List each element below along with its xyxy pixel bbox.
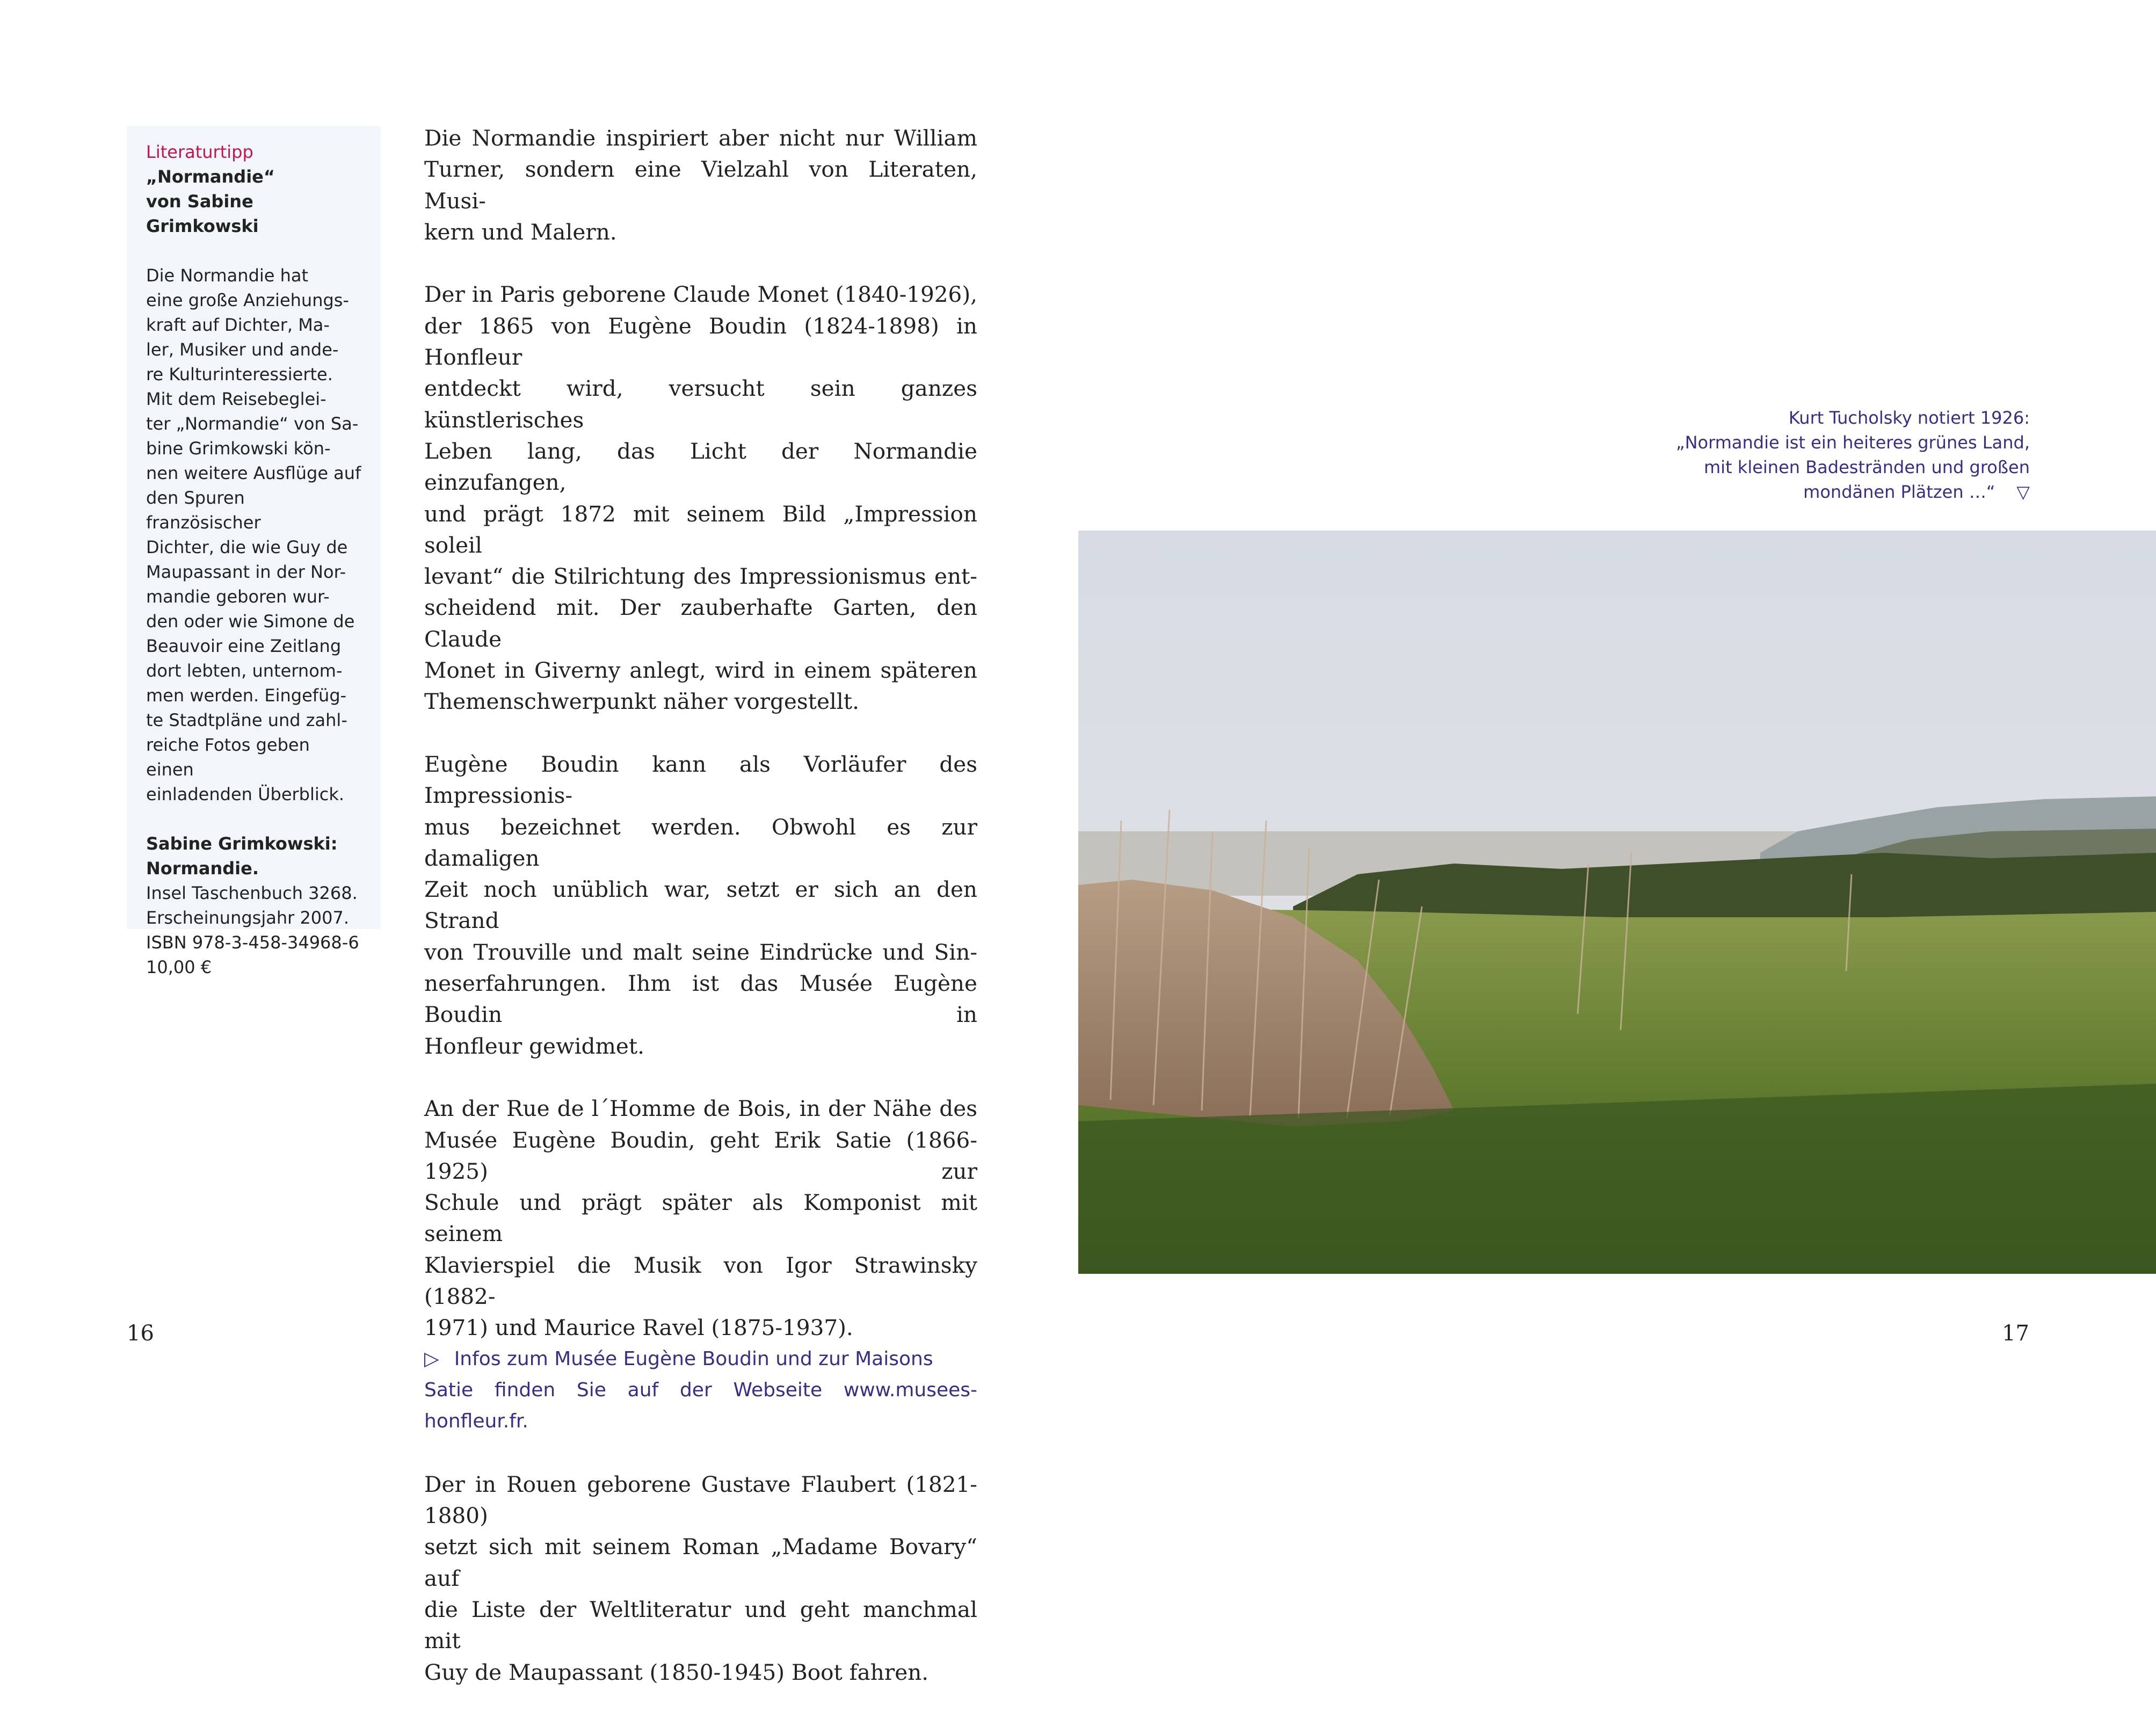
reference-title: Normandie.: [146, 858, 259, 879]
text-line: Zeit noch unüblich war, setzt er sich an den Strand: [424, 876, 977, 934]
page-number-right: 17: [2002, 1321, 2029, 1346]
book-author: von Sabine Grimkowski: [146, 191, 259, 236]
description-line: Mit dem Reisebeglei-: [146, 389, 326, 409]
description-line: dort lebten, unternom-: [146, 661, 343, 681]
description-line: ter „Normandie“ von Sa-: [146, 414, 359, 434]
text-line: Eugène Boudin kann als Vorläufer des Impressionis-: [424, 751, 977, 809]
description-line: nen weitere Ausflüge auf: [146, 463, 361, 483]
text-line: und prägt 1872 mit seinem Bild „Impression soleil: [424, 501, 977, 558]
description-line: eine große Anziehungs-: [146, 290, 349, 310]
description-line: men werden. Eingefüg-: [146, 685, 347, 706]
text-line: Themenschwerpunkt näher vorgestellt.: [424, 688, 859, 715]
text-line: Leben lang, das Licht der Normandie einzufangen,: [424, 438, 977, 496]
book-description: [146, 263, 362, 807]
text-line: mus bezeichnet werden. Obwohl es zur damaligen: [424, 814, 977, 871]
text-line: von Trouville und malt seine Eindrücke und Sin-: [424, 939, 977, 965]
quote-line: [1622, 480, 2030, 504]
page-number-left: 16: [127, 1321, 154, 1346]
reference-line: Insel Taschenbuch 3268.: [146, 883, 358, 903]
quote-line: Kurt Tucholsky notiert 1926:: [1788, 408, 2030, 428]
description-line: Die Normandie hat: [146, 265, 309, 286]
description-line: den oder wie Simone de: [146, 611, 355, 632]
info-line: [424, 1344, 977, 1375]
info-note: [424, 1344, 977, 1438]
triangle-down-icon: ▽: [2016, 482, 2030, 502]
description-line: Dichter, die wie Guy de: [146, 537, 348, 557]
description-line: mandie geboren wur-: [146, 586, 330, 607]
paragraph-monet: [424, 279, 977, 717]
description-line: den Spuren französischer: [146, 488, 261, 533]
paragraph-satie: [424, 1093, 977, 1343]
tucholsky-quote: [1622, 405, 2030, 504]
paragraph-flaubert: [424, 1469, 977, 1688]
description-line: kraft auf Dichter, Ma-: [146, 315, 330, 335]
quote-line: „Normandie ist ein heiteres grünes Land,: [1676, 432, 2030, 453]
text-line: neserfahrungen. Ihm ist das Musée Eugène Boudin in: [424, 970, 977, 1028]
text-line: Die Normandie inspiriert aber nicht nur William: [424, 125, 977, 151]
text-line: setzt sich mit seinem Roman „Madame Bovary“ auf: [424, 1534, 977, 1591]
reference-line: Erscheinungsjahr 2007.: [146, 908, 350, 928]
quote-text: mondänen Plätzen …“: [1803, 482, 1995, 502]
description-line: reiche Fotos geben einen: [146, 735, 310, 780]
description-line: te Stadtpläne und zahl-: [146, 710, 347, 730]
text-line: Schule und prägt später als Komponist mit seinem: [424, 1189, 977, 1247]
description-line: Maupassant in der Nor-: [146, 562, 346, 582]
text-line: Der in Rouen geborene Gustave Flaubert (1821-1880): [424, 1471, 977, 1529]
body-text-column: [424, 122, 977, 1719]
text-line: der 1865 von Eugène Boudin (1824-1898) in Honfleur: [424, 313, 977, 371]
paragraph-boudin: [424, 749, 977, 1062]
description-line: Beauvoir eine Zeitlang: [146, 636, 342, 656]
description-line: bine Grimkowski kön-: [146, 438, 331, 459]
triangle-right-icon: ▷: [424, 1347, 439, 1370]
quote-line: mit kleinen Badestränden und großen: [1704, 457, 2030, 477]
tip-label: Literaturtipp: [146, 142, 253, 162]
text-line: Guy de Maupassant (1850-1945) Boot fahren.: [424, 1659, 929, 1685]
text-line: levant“ die Stilrichtung des Impressionismus ent-: [424, 563, 977, 590]
description-line: re Kulturinteressierte.: [146, 364, 333, 385]
description-line: einladenden Überblick.: [146, 784, 345, 804]
landscape-photo: [1078, 531, 2156, 1274]
text-line: An der Rue de l´Homme de Bois, in der Nähe des: [424, 1096, 977, 1122]
info-text: Infos zum Musée Eugène Boudin und zur Maisons: [454, 1347, 933, 1370]
literature-tip-box: [127, 126, 381, 977]
text-line: Honfleur gewidmet.: [424, 1033, 645, 1059]
text-line: entdeckt wird, versucht sein ganzes künstlerisches: [424, 375, 977, 433]
text-line: Monet in Giverny anlegt, wird in einem späteren: [424, 657, 977, 684]
paragraph-intro: [424, 122, 977, 248]
text-line: scheidend mit. Der zauberhafte Garten, den Claude: [424, 594, 977, 652]
text-line: Turner, sondern eine Vielzahl von Literaten, Musi-: [424, 156, 977, 214]
text-line: die Liste der Weltliteratur und geht manchmal mit: [424, 1596, 977, 1654]
book-title: „Normandie“: [146, 166, 275, 187]
reference-line: ISBN 978-3-458-34968-6: [146, 932, 359, 953]
reference-line: 10,00 €: [146, 957, 212, 977]
description-line: ler, Musiker und ande-: [146, 339, 339, 360]
info-line[interactable]: Satie finden Sie auf der Webseite www.musees-honfleur.fr.: [424, 1379, 977, 1433]
text-line: Musée Eugène Boudin, geht Erik Satie (1866-1925) zur: [424, 1127, 977, 1184]
text-line: Der in Paris geborene Claude Monet (1840-1926),: [424, 281, 977, 308]
text-line: Klavierspiel die Musik von Igor Strawinsky (1882-: [424, 1252, 977, 1309]
reference-author: Sabine Grimkowski:: [146, 833, 338, 854]
text-line: kern und Malern.: [424, 219, 617, 245]
text-line: 1971) und Maurice Ravel (1875-1937).: [424, 1315, 853, 1341]
